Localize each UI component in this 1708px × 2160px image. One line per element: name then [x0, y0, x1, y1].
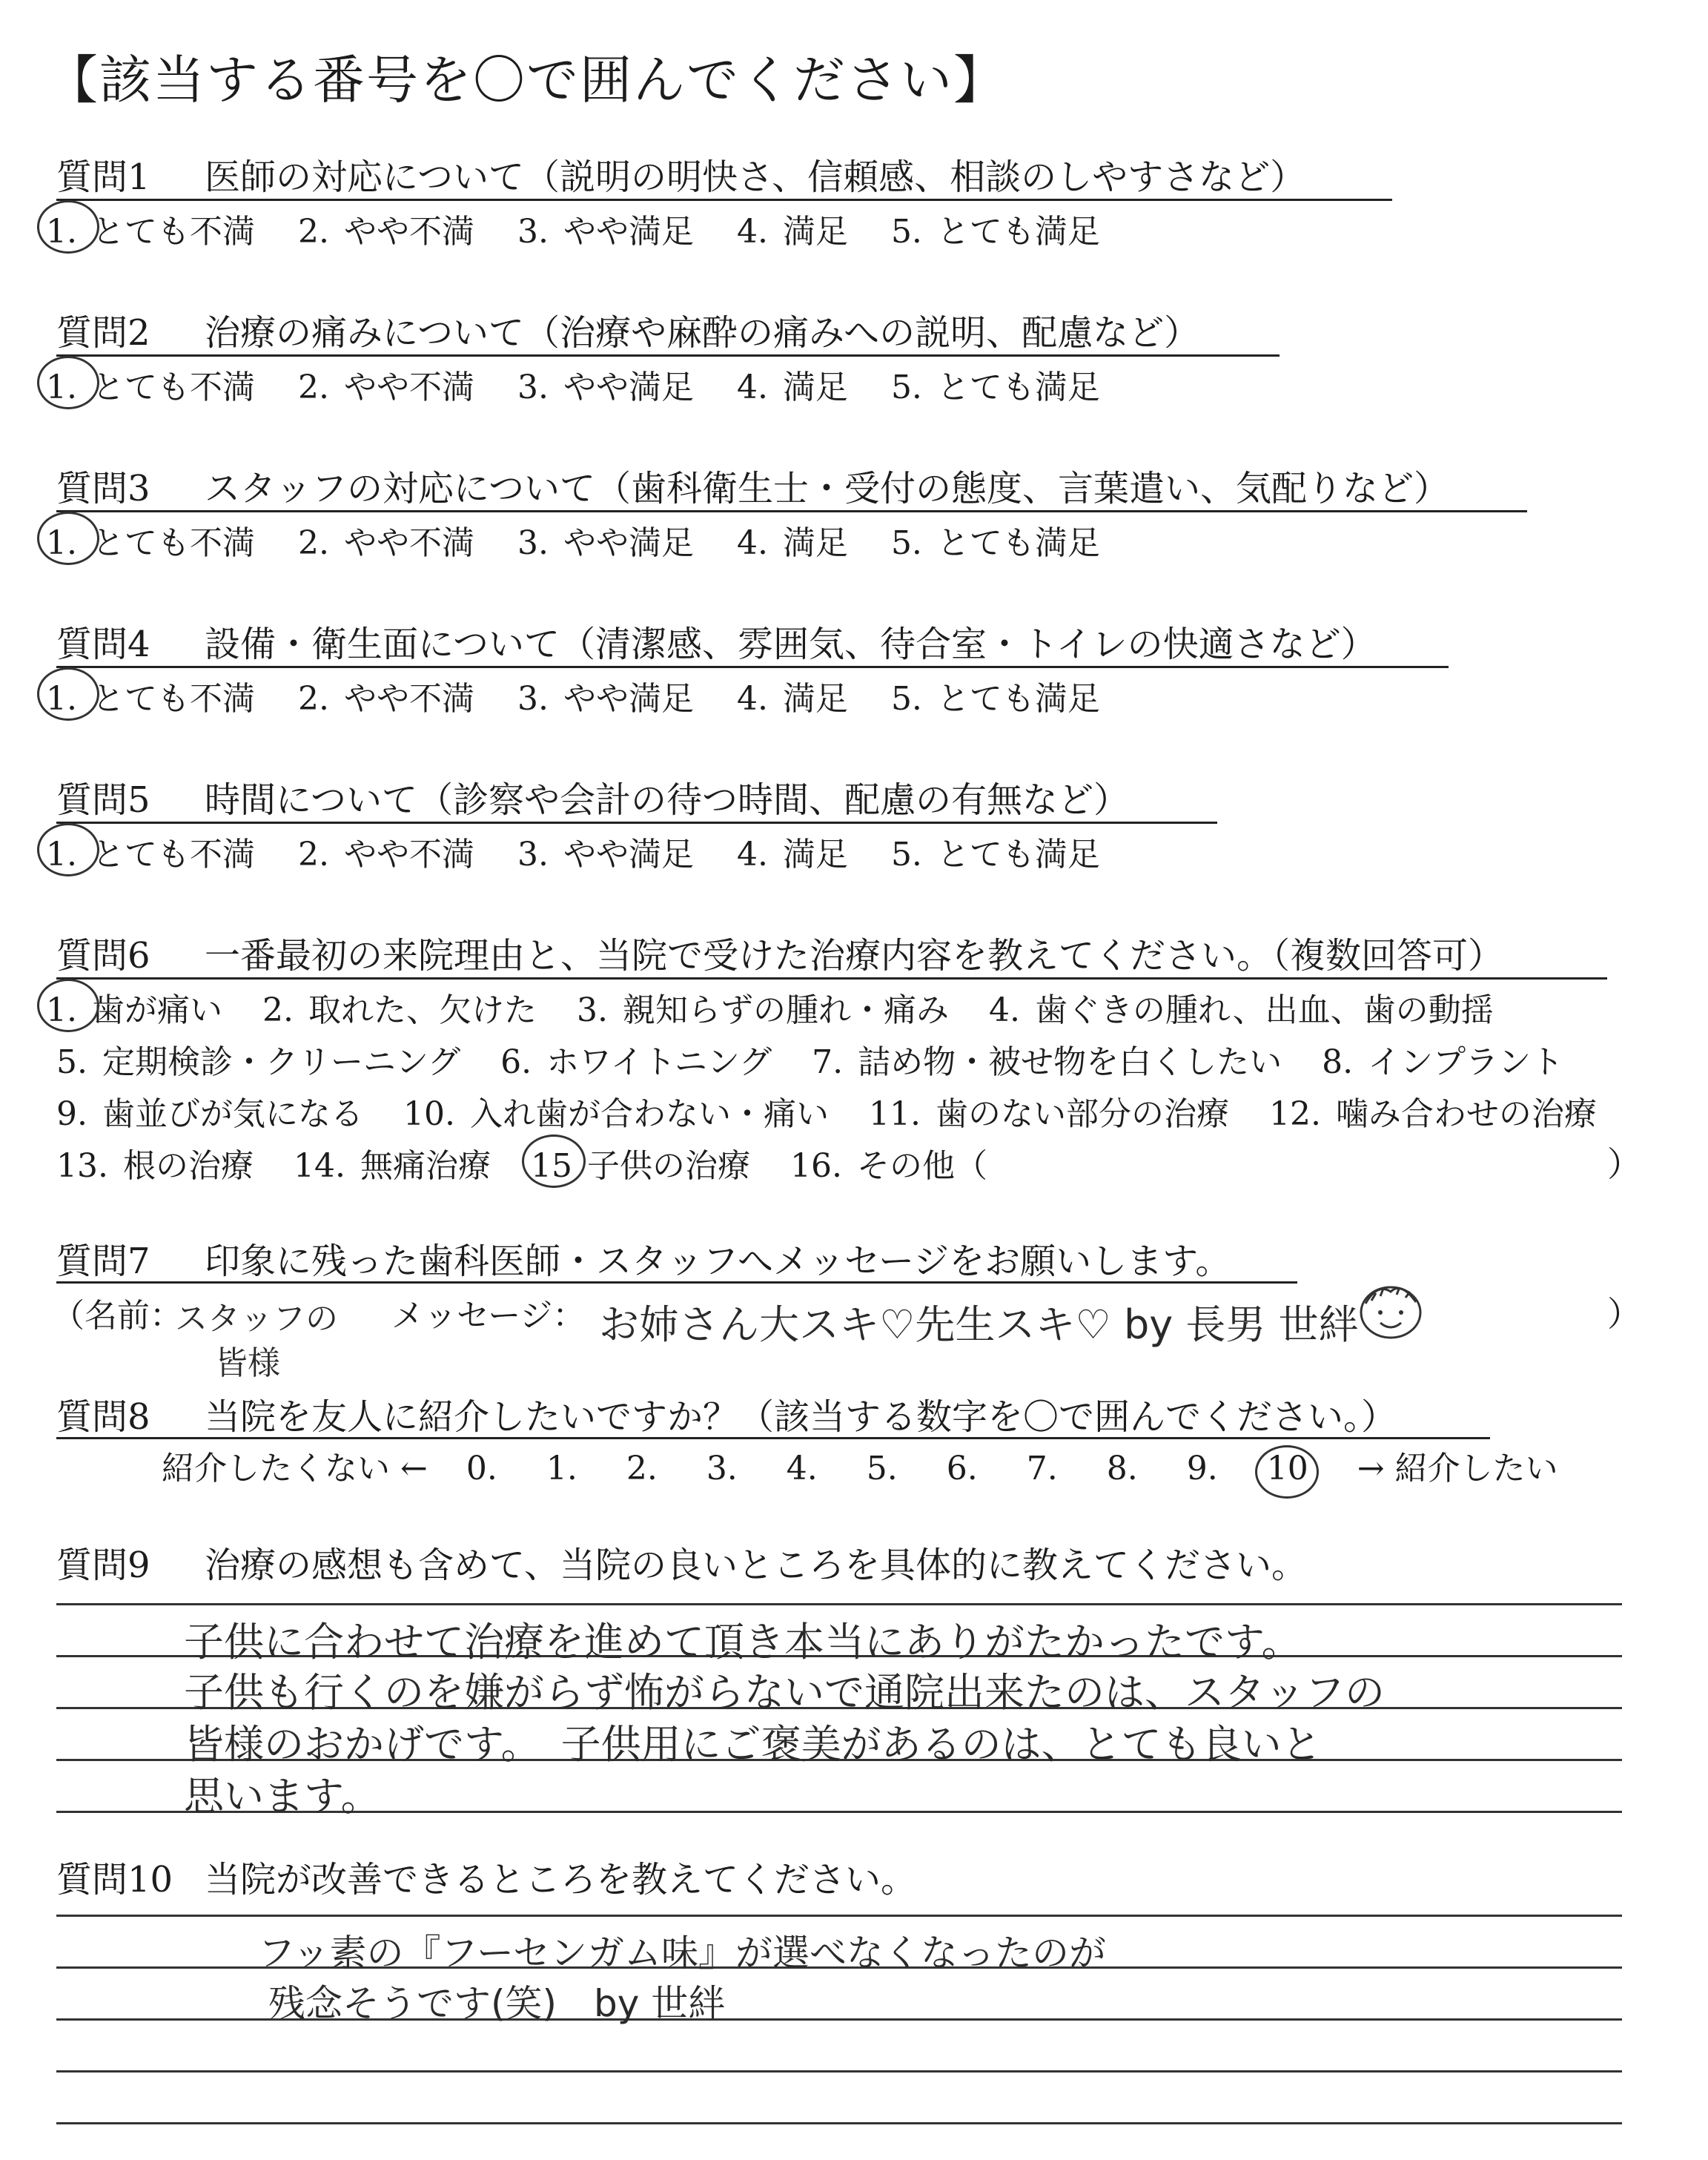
question-text: 時間について（診察や会計の待つ時間、配慮の有無など） — [205, 779, 1130, 821]
ruled-line — [56, 2122, 1622, 2124]
option-10[interactable]: 10. 入れ歯が合わない・痛い — [403, 1095, 829, 1133]
question-text: 当院を友人に紹介したいですか？（該当する数字を〇で囲んでください。） — [205, 1396, 1397, 1438]
answer-options-4 — [46, 672, 1133, 719]
option-1[interactable]: 1. とても不満 — [46, 672, 255, 719]
score-8[interactable]: 8. — [1106, 1450, 1138, 1487]
answer-options-1 — [46, 205, 1133, 252]
question-text: 一番最初の来院理由と、当院で受けた治療内容を教えてください。（複数回答可） — [205, 935, 1504, 977]
option-2[interactable]: 2. やや不満 — [297, 213, 474, 251]
question-number: 質問7 — [56, 1241, 150, 1282]
answer-line: 思います。 — [184, 1773, 381, 1820]
close-paren: ） — [1607, 1294, 1641, 1334]
option-9[interactable]: 9. 歯並びが気になる — [56, 1095, 363, 1133]
question-text: スタッフの対応について（歯科衛生士・受付の態度、言葉遣い、気配りなど） — [205, 468, 1450, 509]
option-2[interactable]: 2. 取れた、欠けた — [262, 991, 537, 1029]
selected-circle — [37, 823, 99, 876]
question-text: 医師の対応について（説明の明快さ、信頼感、相談のしやすさなど） — [205, 156, 1306, 198]
recommend-scale — [162, 1441, 1558, 1489]
option-2[interactable]: 2. やや不満 — [297, 836, 474, 873]
ruled-line — [56, 2070, 1622, 2073]
option-16[interactable]: 16. その他（ — [790, 1147, 987, 1185]
option-3[interactable]: 3. やや満足 — [517, 213, 694, 251]
answer-line: 皆様のおかげです。 子供用にご褒美があるのは、とても良いと — [184, 1721, 1322, 1768]
name-label: （名前： — [52, 1297, 182, 1335]
score-0[interactable]: 0. — [466, 1450, 497, 1487]
ruled-line — [56, 1915, 1622, 1917]
option-5[interactable]: 5. とても満足 — [890, 524, 1100, 562]
option-5[interactable]: 5. とても満足 — [890, 836, 1100, 873]
selected-circle — [37, 200, 99, 254]
page-title: 【該当する番号を〇で囲んでください】 — [46, 50, 1007, 110]
question-underline — [56, 354, 1280, 357]
question-7 — [56, 1232, 1231, 1284]
question-text: 印象に残った歯科医師・スタッフへメッセージをお願いします。 — [205, 1241, 1231, 1282]
question-underline — [56, 1281, 1297, 1284]
option-12[interactable]: 12. 噛み合わせの治療 — [1268, 1095, 1597, 1133]
q6-options-row-3 — [56, 1087, 1626, 1135]
question-number: 質問9 — [56, 1545, 150, 1586]
question-number: 質問5 — [56, 779, 150, 821]
option-5[interactable]: 5. とても満足 — [890, 680, 1100, 718]
question-underline — [56, 510, 1527, 512]
option-15[interactable]: 15 子供の治療 — [531, 1139, 750, 1186]
question-underline — [56, 822, 1217, 824]
question-text: 当院が改善できるところを教えてください。 — [205, 1859, 917, 1900]
question-4 — [56, 615, 1377, 667]
option-5[interactable]: 5. 定期検診・クリーニング — [56, 1043, 461, 1081]
question-5 — [56, 771, 1129, 822]
q6-options-row-2 — [56, 1035, 1593, 1083]
option-1[interactable]: 1. とても不満 — [46, 205, 255, 252]
question-1 — [56, 148, 1305, 199]
question-8 — [56, 1388, 1397, 1439]
question-underline — [56, 977, 1607, 980]
message-value: お姉さん大スキ♡先生スキ♡ by 長男 世絆 — [599, 1301, 1359, 1348]
question-underline — [56, 1437, 1490, 1439]
question-3 — [56, 460, 1449, 511]
option-3[interactable]: 3. 親知らずの腫れ・痛み — [576, 991, 949, 1029]
answer-line: フッ素の『フーセンガム味』が選べなくなったのが — [258, 1932, 1106, 1975]
smiley-face-icon — [1355, 1278, 1426, 1342]
question-number: 質問3 — [56, 468, 150, 509]
score-10[interactable]: 10 — [1267, 1450, 1308, 1487]
option-8[interactable]: 8. インプラント — [1322, 1043, 1564, 1081]
option-4[interactable]: 4. 満足 — [736, 836, 848, 873]
option-1[interactable]: 1. とても不満 — [46, 828, 255, 875]
score-3[interactable]: 3. — [706, 1450, 738, 1487]
selected-circle — [37, 667, 99, 721]
option-4[interactable]: 4. 歯ぐきの腫れ、出血、歯の動揺 — [988, 991, 1494, 1029]
option-1[interactable]: 1. 歯が痛い — [46, 983, 222, 1031]
question-number: 質問4 — [56, 624, 150, 665]
option-1[interactable]: 1. とても不満 — [46, 360, 255, 408]
score-4[interactable]: 4. — [786, 1450, 818, 1487]
question-2 — [56, 304, 1199, 355]
question-underline — [56, 666, 1449, 668]
option-4[interactable]: 4. 満足 — [736, 680, 848, 718]
answer-options-3 — [46, 516, 1133, 564]
score-7[interactable]: 7. — [1026, 1450, 1058, 1487]
option-5[interactable]: 5. とても満足 — [890, 213, 1100, 251]
option-2[interactable]: 2. やや不満 — [297, 680, 474, 718]
option-3[interactable]: 3. やや満足 — [517, 524, 694, 562]
ruled-line — [56, 1603, 1622, 1605]
score-2[interactable]: 2. — [626, 1450, 658, 1487]
question-number: 質問2 — [56, 312, 150, 354]
option-11[interactable]: 11. 歯のない部分の治療 — [868, 1095, 1229, 1133]
option-2[interactable]: 2. やや不満 — [297, 524, 474, 562]
name-value-line-1: スタッフの — [175, 1300, 338, 1338]
option-3[interactable]: 3. やや満足 — [517, 680, 694, 718]
q6-options-row-4 — [56, 1139, 1017, 1186]
option-13[interactable]: 13. 根の治療 — [56, 1147, 254, 1185]
option-3[interactable]: 3. やや満足 — [517, 369, 694, 406]
option-4[interactable]: 4. 満足 — [736, 369, 848, 406]
selected-circle — [37, 356, 99, 409]
question-number: 質問6 — [56, 935, 150, 977]
name-value-line-2: 皆様 — [215, 1344, 280, 1382]
question-text: 設備・衛生面について（清潔感、雰囲気、待合室・トイレの快適さなど） — [205, 624, 1377, 665]
option-14[interactable]: 14. 無痛治療 — [293, 1147, 491, 1185]
question-number: 質問10 — [56, 1859, 173, 1900]
question-10 — [56, 1851, 916, 1902]
option-5[interactable]: 5. とても満足 — [890, 369, 1100, 406]
score-1[interactable]: 1. — [546, 1450, 577, 1487]
close-paren: ） — [1607, 1144, 1641, 1184]
option-4[interactable]: 4. 満足 — [736, 213, 848, 251]
q6-options-row-1 — [46, 983, 1523, 1031]
question-number: 質問1 — [56, 156, 150, 198]
score-6[interactable]: 6. — [946, 1450, 978, 1487]
question-9 — [56, 1536, 1307, 1588]
question-text: 治療の痛みについて（治療や麻酔の痛みへの説明、配慮など） — [205, 312, 1200, 354]
option-3[interactable]: 3. やや満足 — [517, 836, 694, 873]
question-text: 治療の感想も含めて、当院の良いところを具体的に教えてください。 — [205, 1545, 1308, 1586]
answer-line: 子供も行くのを嫌がらず怖がらないで通院出来たのは、スタッフの — [184, 1669, 1385, 1716]
option-4[interactable]: 4. 満足 — [736, 524, 848, 562]
score-9[interactable]: 9. — [1186, 1450, 1218, 1487]
answer-options-5 — [46, 828, 1133, 875]
scale-right-label: → 紹介したい — [1357, 1450, 1558, 1487]
selected-circle — [1255, 1445, 1319, 1499]
question-6 — [56, 927, 1503, 978]
option-1[interactable]: 1. とても不満 — [46, 516, 255, 564]
selected-circle — [37, 512, 99, 565]
answer-options-2 — [46, 360, 1133, 408]
message-label: メッセージ： — [391, 1297, 586, 1335]
question-number: 質問8 — [56, 1396, 150, 1438]
question-underline — [56, 199, 1392, 201]
scale-left-label: 紹介したくない ← — [162, 1450, 428, 1487]
score-5[interactable]: 5. — [866, 1450, 898, 1487]
answer-line: 子供に合わせて治療を進めて頂き本当にありがたかったです。 — [184, 1619, 1302, 1665]
selected-circle — [522, 1135, 586, 1188]
option-6[interactable]: 6. ホワイトニング — [500, 1043, 772, 1081]
option-7[interactable]: 7. 詰め物・被せ物を白くしたい — [812, 1043, 1282, 1081]
option-2[interactable]: 2. やや不満 — [297, 369, 474, 406]
answer-line: 残念そうです(笑) by 世絆 — [268, 1982, 726, 2025]
selected-circle — [37, 979, 99, 1032]
